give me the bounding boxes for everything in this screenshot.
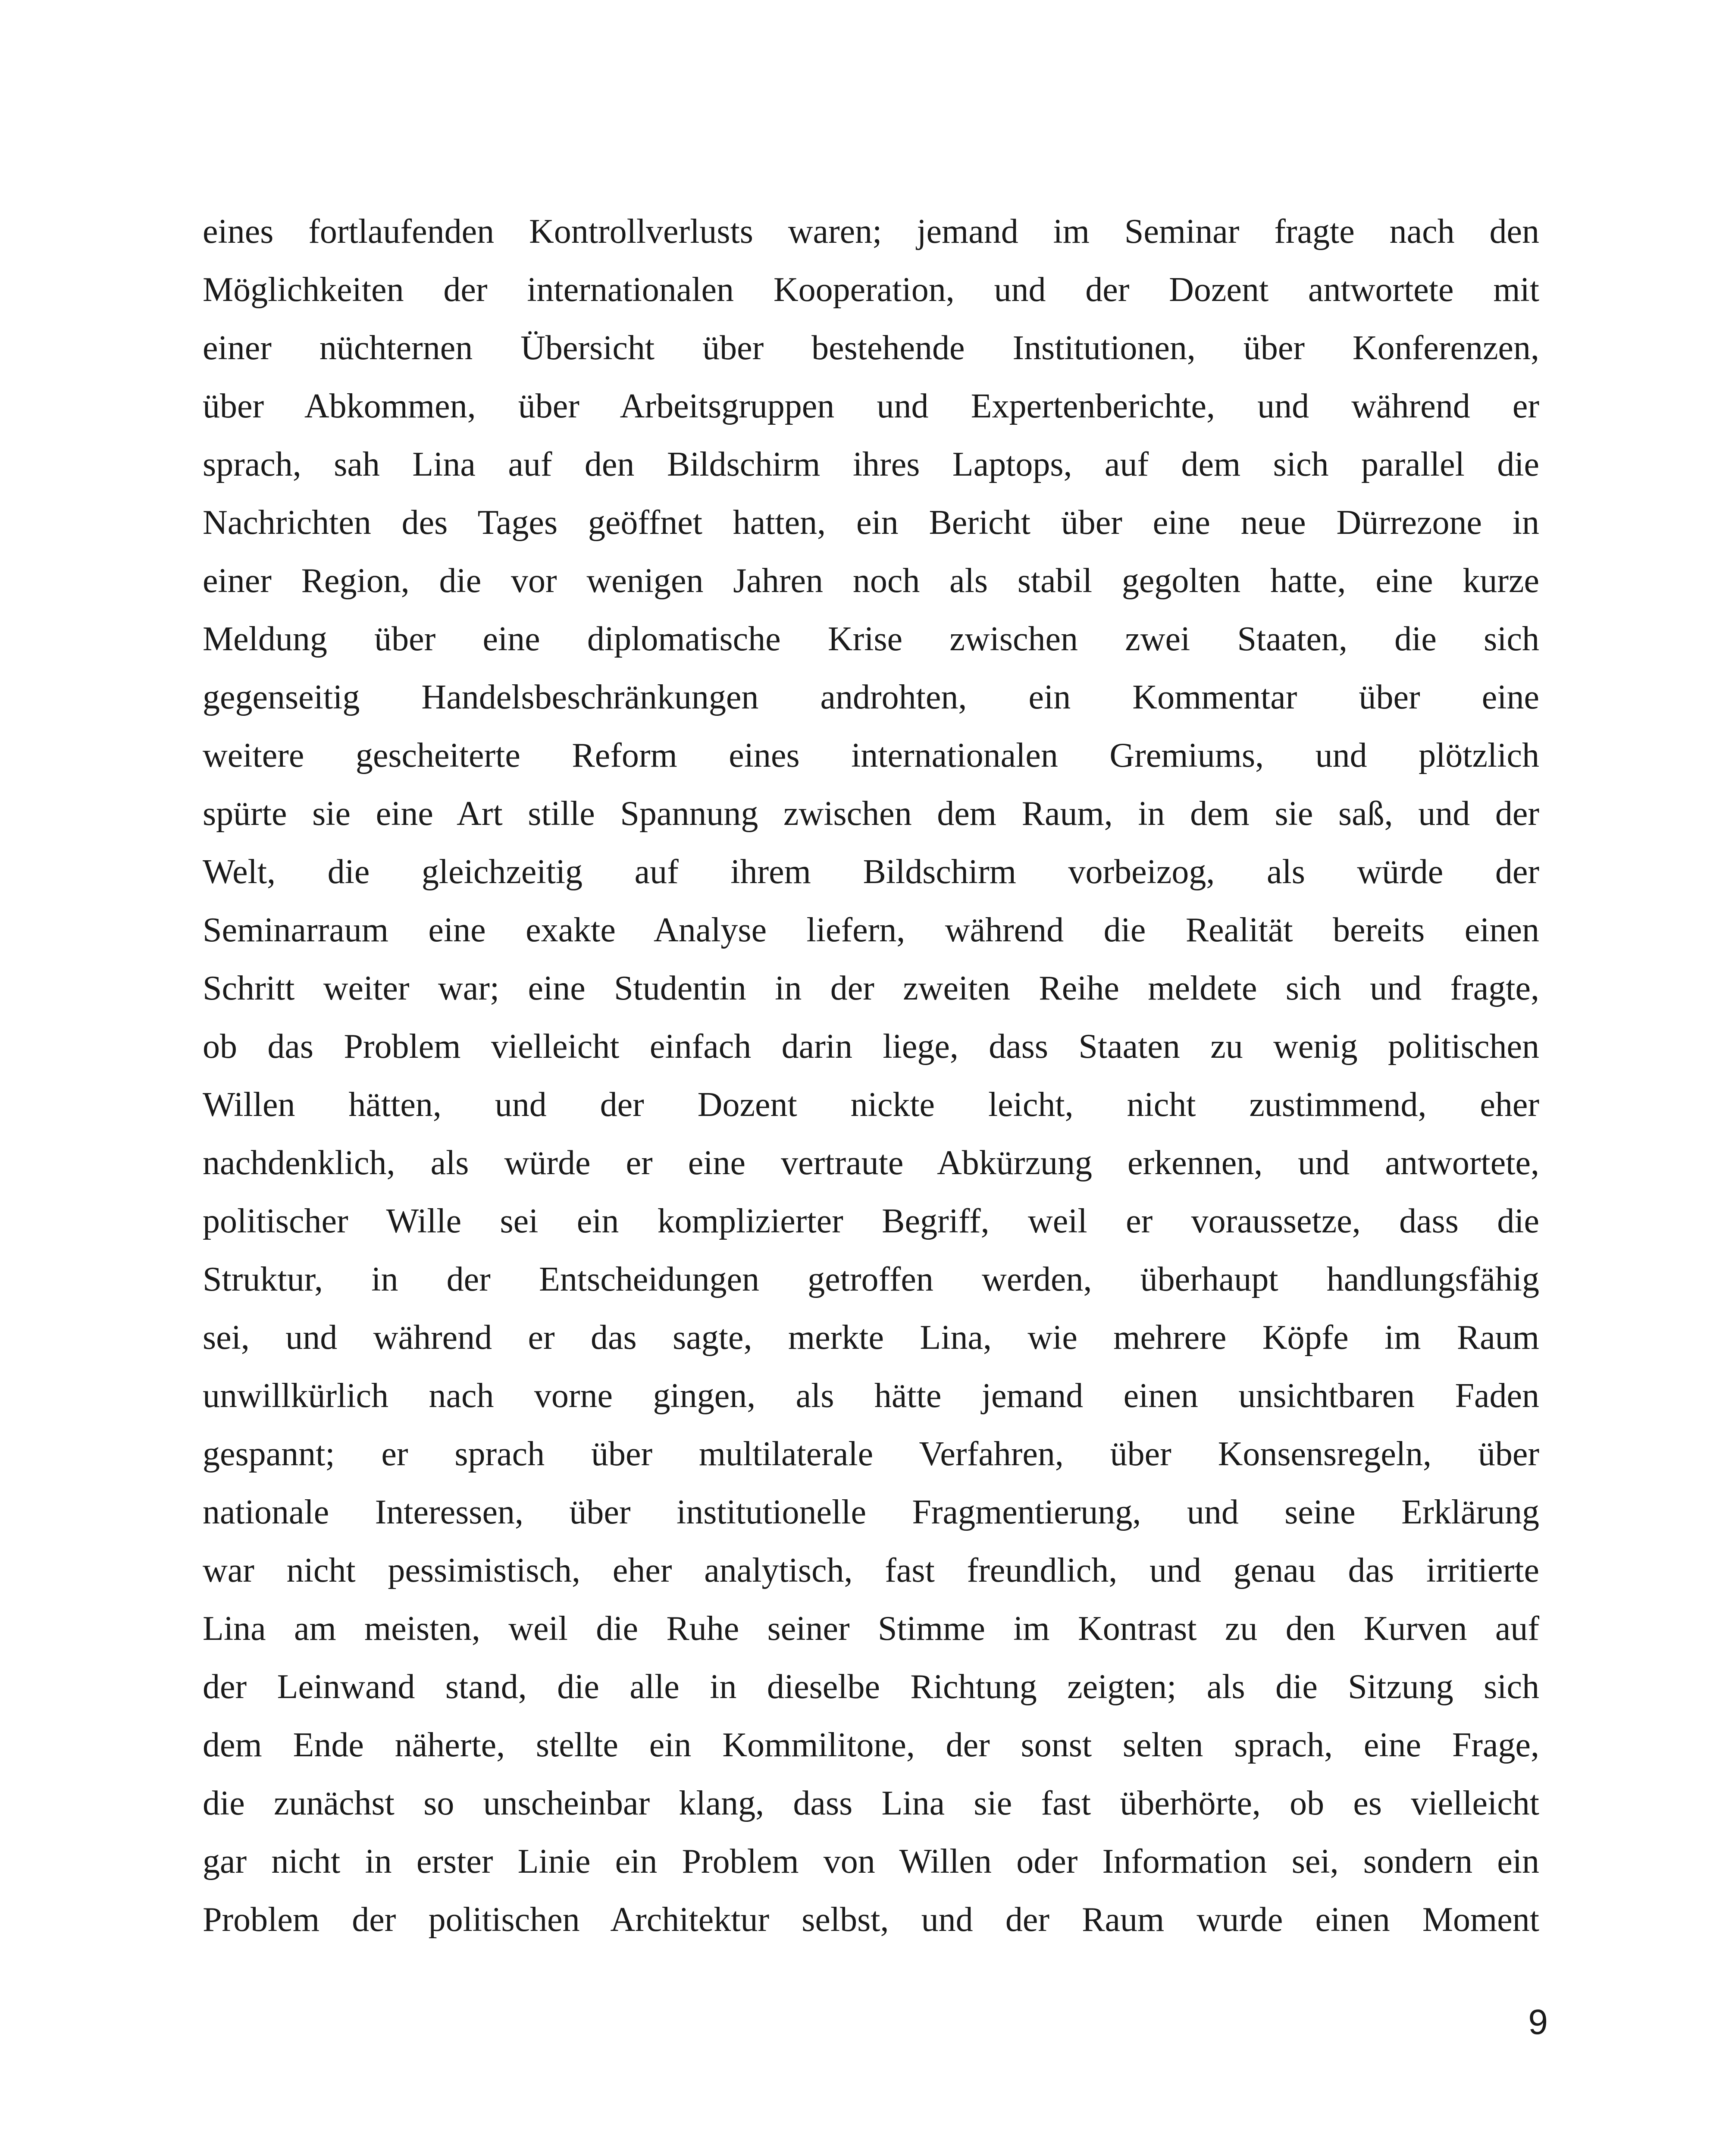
page-number: 9 [1528,2002,1548,2042]
text-line: über Abkommen, über Arbeitsgruppen und Expertenberichte, und während er [203,387,1539,425]
text-line: nachdenklich, als würde er eine vertraute Abkürzung erkennen, und antwortete, [203,1144,1539,1182]
text-line: gespannt; er sprach über multilaterale Verfahren, über Konsensregeln, über [203,1435,1539,1473]
text-line: Struktur, in der Entscheidungen getroffen werden, überhaupt handlungsfähig [203,1260,1539,1298]
text-line: gegenseitig Handelsbeschränkungen androhten, ein Kommentar über eine [203,678,1539,716]
text-line: politischer Wille sei ein komplizierter Begriff, weil er voraussetze, dass die [203,1202,1539,1240]
text-line: sei, und während er das sagte, merkte Lina, wie mehrere Köpfe im Raum [203,1319,1539,1357]
text-line: einer nüchternen Übersicht über bestehende Institutionen, über Konferenzen, [203,329,1539,367]
text-line: unwillkürlich nach vorne gingen, als hätte jemand einen unsichtbaren Faden [203,1377,1539,1415]
text-line: spürte sie eine Art stille Spannung zwischen dem Raum, in dem sie saß, und der [203,795,1539,833]
text-line: Meldung über eine diplomatische Krise zwischen zwei Staaten, die sich [203,620,1539,658]
text-line: weitere gescheiterte Reform eines internationalen Gremiums, und plötzlich [203,736,1539,774]
text-line: dem Ende näherte, stellte ein Kommilitone, der sonst selten sprach, eine Frage, [203,1726,1539,1764]
text-line: sprach, sah Lina auf den Bildschirm ihres Laptops, auf dem sich parallel die [203,445,1539,483]
text-line: Nachrichten des Tages geöffnet hatten, ein Bericht über eine neue Dürrezone in [203,504,1539,542]
text-line: war nicht pessimistisch, eher analytisch, fast freundlich, und genau das irritierte [203,1551,1539,1589]
text-line: der Leinwand stand, die alle in dieselbe Richtung zeigten; als die Sitzung sich [203,1668,1539,1706]
text-line: eines fortlaufenden Kontrollverlusts waren; jemand im Seminar fragte nach den [203,213,1539,251]
text-line: Schritt weiter war; eine Studentin in der zweiten Reihe meldete sich und fragte, [203,969,1539,1007]
body-paragraph [203,203,1539,1949]
text-line: Möglichkeiten der internationalen Kooperation, und der Dozent antwortete mit [203,271,1539,309]
text-line: einer Region, die vor wenigen Jahren noch als stabil gegolten hatte, eine kurze [203,562,1539,600]
text-line: Seminarraum eine exakte Analyse liefern, während die Realität bereits einen [203,911,1539,949]
text-line: ob das Problem vielleicht einfach darin liege, dass Staaten zu wenig politischen [203,1028,1539,1065]
text-line: nationale Interessen, über institutionelle Fragmentierung, und seine Erklärung [203,1493,1539,1531]
text-line: Welt, die gleichzeitig auf ihrem Bildschirm vorbeizog, als würde der [203,853,1539,891]
text-line: Willen hätten, und der Dozent nickte leicht, nicht zustimmend, eher [203,1086,1539,1124]
text-line: die zunächst so unscheinbar klang, dass Lina sie fast überhörte, ob es vielleicht [203,1784,1539,1822]
text-line: Lina am meisten, weil die Ruhe seiner Stimme im Kontrast zu den Kurven auf [203,1610,1539,1648]
text-line: Problem der politischen Architektur selbst, und der Raum wurde einen Moment [203,1901,1539,1939]
text-line: gar nicht in erster Linie ein Problem von Willen oder Information sei, sondern ein [203,1843,1539,1880]
